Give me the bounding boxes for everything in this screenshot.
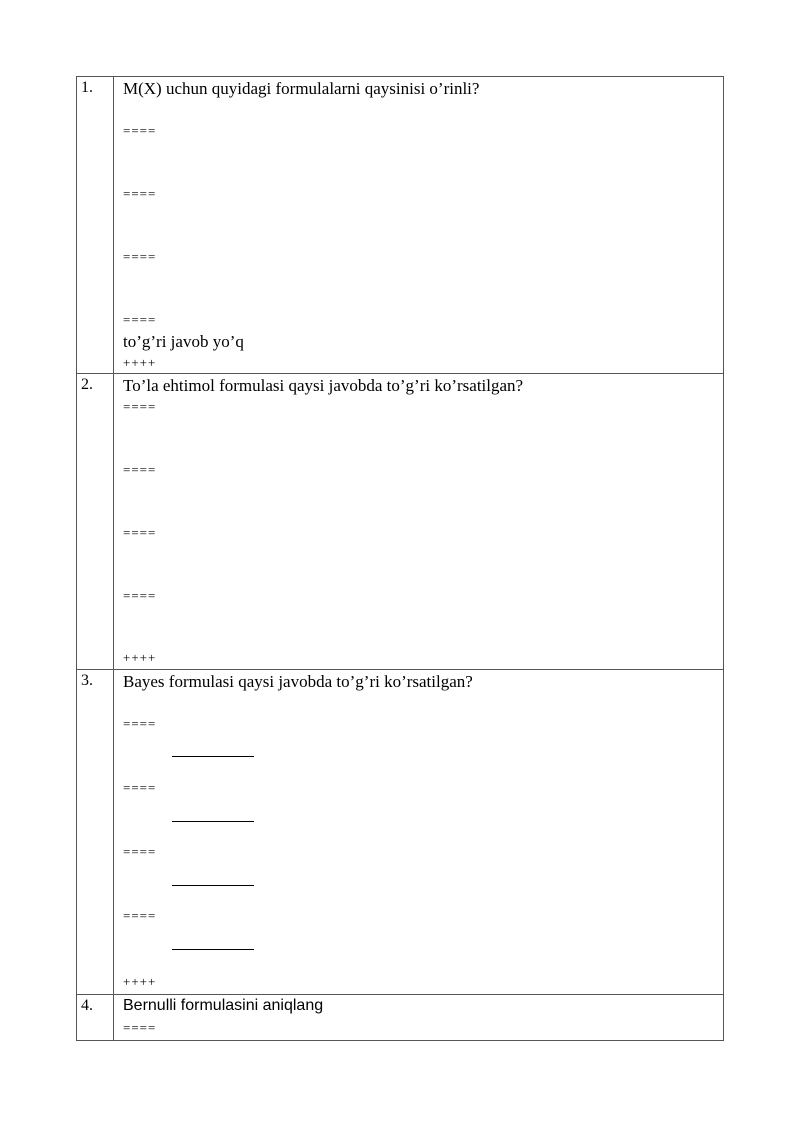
fraction-line: [172, 756, 254, 757]
option-marker: ====: [123, 525, 157, 540]
option-marker: ====: [123, 123, 157, 138]
question-row-2: [76, 373, 724, 670]
question-text: To’la ehtimol formulasi qaysi javobda to’g’ri ko’rsatilgan?: [123, 376, 524, 395]
option-marker: ====: [123, 908, 157, 923]
end-marker: ++++: [123, 355, 157, 370]
question-content: [115, 374, 723, 670]
option-marker: ====: [123, 1020, 157, 1035]
option-marker: ====: [123, 588, 157, 603]
fraction-line: [172, 821, 254, 822]
answer-text: to’g’ri javob yo’q: [123, 332, 244, 351]
end-marker: ++++: [123, 974, 157, 989]
option-marker: ====: [123, 186, 157, 201]
option-marker: ====: [123, 844, 157, 859]
question-text: Bernulli formulasini aniqlang: [123, 997, 324, 1014]
question-text: M(X) uchun quyidagi formulalarni qaysinisi o’rinli?: [123, 79, 480, 98]
option-marker: ====: [123, 780, 157, 795]
question-number: 1.: [77, 77, 114, 374]
option-marker: ====: [123, 462, 157, 477]
question-number: 2.: [77, 374, 114, 670]
question-table: [76, 76, 724, 1041]
fraction-line: [172, 949, 254, 950]
question-number: 4.: [77, 995, 114, 1040]
question-text: Bayes formulasi qaysi javobda to’g’ri ko’rsatilgan?: [123, 672, 473, 691]
option-marker: ====: [123, 399, 157, 414]
option-marker: ====: [123, 716, 157, 731]
option-marker: ====: [123, 249, 157, 264]
question-content: [115, 995, 723, 1040]
question-row-1: [76, 76, 724, 374]
question-content: [115, 670, 723, 995]
question-content: [115, 77, 723, 374]
option-marker: ====: [123, 312, 157, 327]
question-row-4: [76, 994, 724, 1041]
fraction-line: [172, 885, 254, 886]
question-number: 3.: [77, 670, 114, 995]
end-marker: ++++: [123, 650, 157, 665]
question-row-3: [76, 669, 724, 995]
